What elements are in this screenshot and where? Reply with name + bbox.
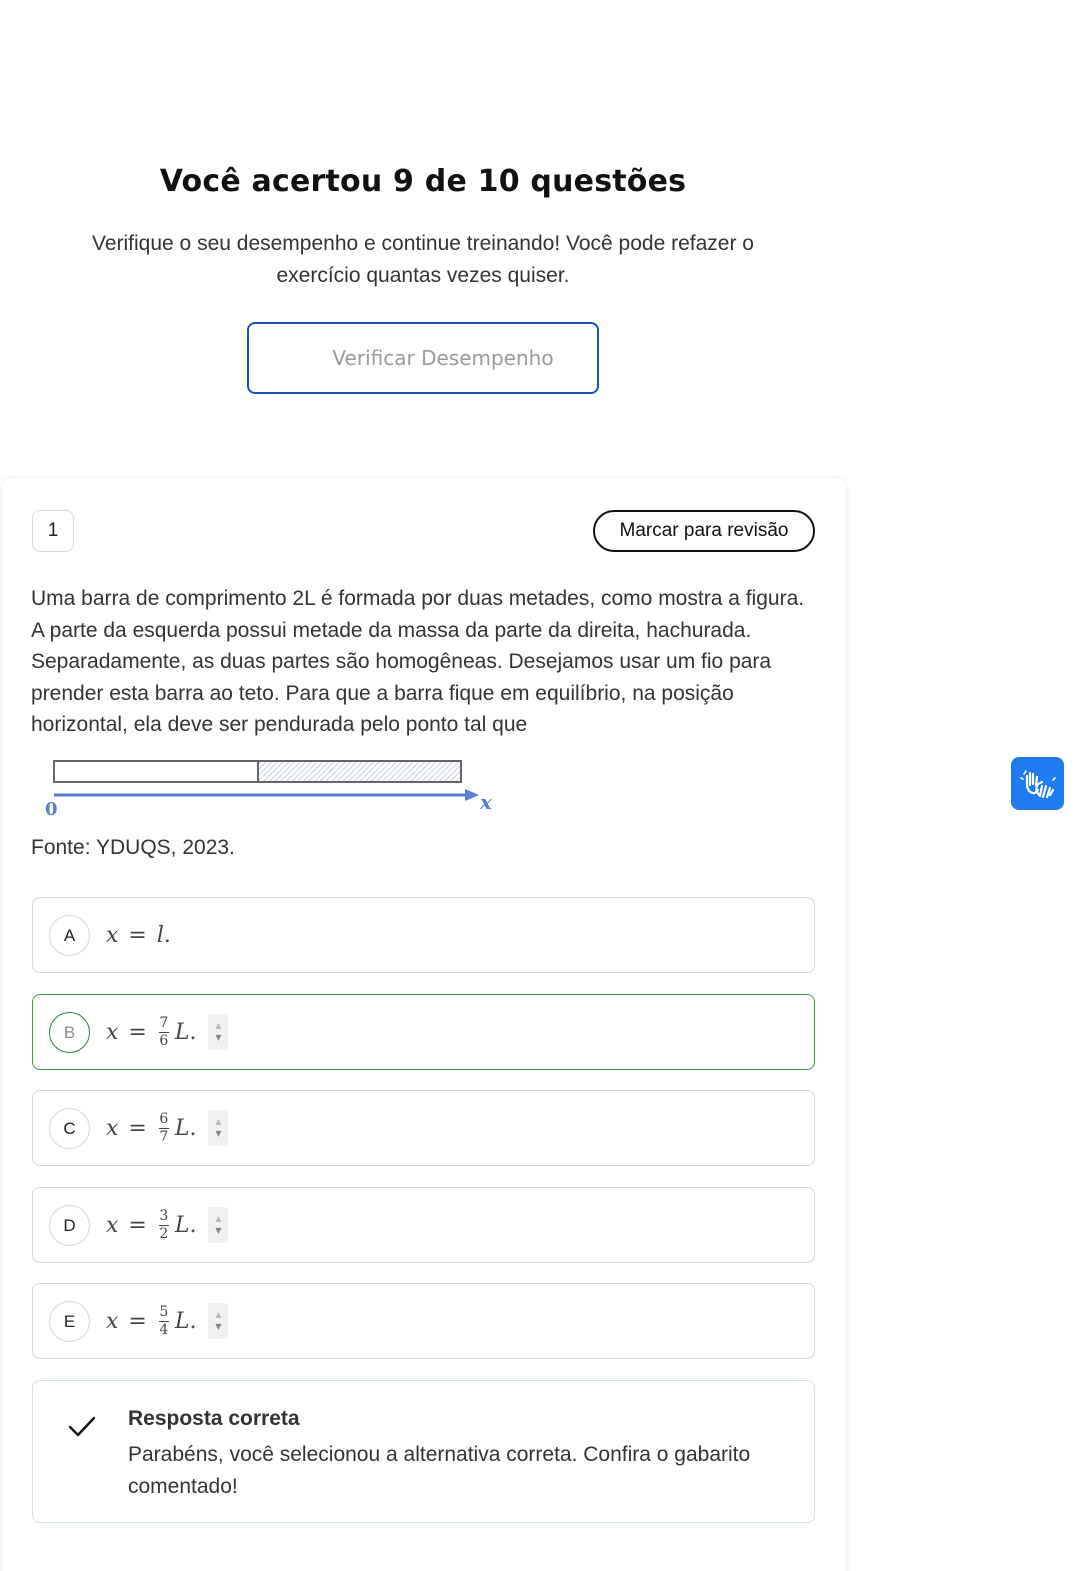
option-letter: A	[49, 915, 90, 956]
hands-sign-language-icon	[1020, 766, 1056, 802]
option-c[interactable]	[32, 1090, 815, 1166]
summary-title: Você acertou 9 de 10 questões	[159, 164, 687, 199]
up-down-arrows-icon[interactable]: ▲ ▼	[208, 1014, 228, 1050]
fraction: $\frac{7}{6}$	[159, 1014, 169, 1049]
x-axis-arrow	[465, 789, 479, 801]
origin-label: 0	[45, 799, 58, 820]
option-formula: x = $\frac{6}{7}$ L. ▲ ▼	[106, 1091, 228, 1165]
summary-text: Verifique o seu desempenho e continue treinando! Você pode refazer o exercício quantas vezes quiser.	[92, 232, 754, 287]
option-formula: x = $\frac{7}{6}$ L. ▲ ▼	[106, 995, 228, 1069]
option-e[interactable]	[32, 1283, 815, 1359]
fraction: $\frac{6}{7}$	[159, 1110, 169, 1145]
option-formula: x = $\frac{3}{2}$ L. ▲ ▼	[106, 1188, 228, 1262]
figure-source: Fonte: YDUQS, 2023.	[31, 836, 235, 859]
option-b[interactable]	[32, 994, 815, 1070]
up-down-arrows-icon[interactable]: ▲ ▼	[208, 1207, 228, 1243]
mark-for-review-button[interactable]: Marcar para revisão	[593, 510, 815, 552]
option-a[interactable]	[32, 897, 815, 973]
fraction: $\frac{3}{2}$	[159, 1207, 169, 1242]
up-down-arrows-icon[interactable]: ▲ ▼	[208, 1110, 228, 1146]
bar-figure	[37, 753, 507, 823]
verify-performance-button[interactable]: Verificar Desempenho	[247, 322, 599, 394]
bar-right-half-hatched	[258, 761, 461, 782]
feedback-title: Resposta correta	[128, 1407, 300, 1430]
feedback-text: Parabéns, você selecionou a alternativa correta. Confira o gabarito comentado!	[128, 1443, 751, 1498]
axis-label: x	[480, 790, 492, 814]
checkmark-icon	[67, 1415, 97, 1439]
answer-feedback	[32, 1380, 815, 1523]
question-number: 1	[32, 510, 74, 552]
sign-language-button[interactable]	[1011, 757, 1064, 810]
option-letter: D	[49, 1205, 90, 1246]
question-statement: Uma barra de comprimento 2L é formada por duas metades, como mostra a figura. A parte da esquerda possui metade da massa da parte da direita, hachurada. Separadamente, as duas partes são homogêneas. Desejamos usar um fio para prender esta barra ao teto. Para que a barra fique em equilíbrio, na posição horizontal, ela deve ser pendurada pelo ponto tal que	[31, 587, 805, 736]
fraction: $\frac{5}{4}$	[159, 1303, 169, 1338]
question-card	[2, 478, 846, 1571]
bar-left-half	[54, 761, 258, 782]
option-formula: x = $\frac{5}{4}$ L. ▲ ▼	[106, 1284, 228, 1358]
up-down-arrows-icon[interactable]: ▲ ▼	[208, 1303, 228, 1339]
option-letter: E	[49, 1301, 90, 1342]
option-d[interactable]	[32, 1187, 815, 1263]
option-letter: B	[49, 1012, 90, 1053]
option-letter: C	[49, 1108, 90, 1149]
option-formula: x = l.	[106, 922, 171, 948]
